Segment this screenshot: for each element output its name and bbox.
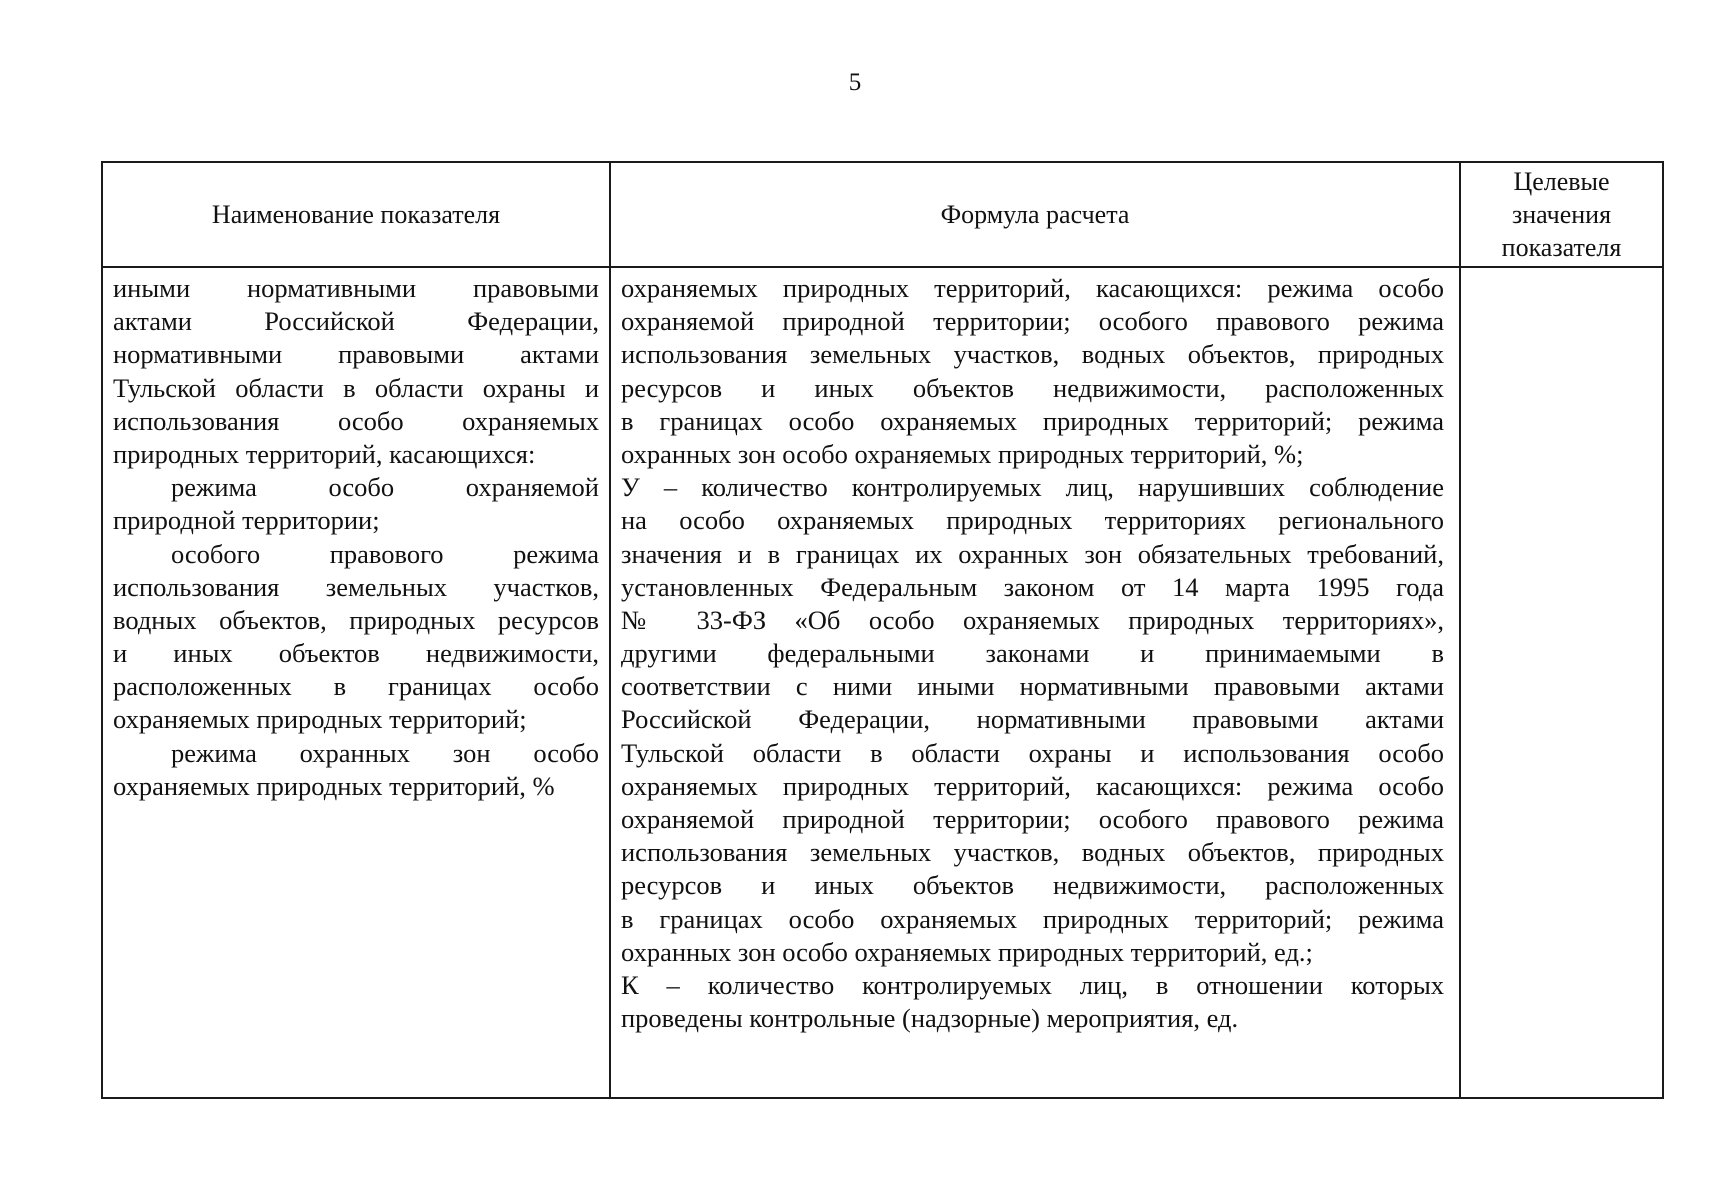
indicator-name-line: использования земельных участков, (113, 571, 599, 602)
page-number: 5 (848, 69, 862, 96)
formula-line: охраняемых природных территорий, касающихся: режима особо (621, 770, 1444, 801)
formula-line: ресурсов и иных объектов недвижимости, расположенных (621, 372, 1444, 403)
formula-line: установленных Федеральным законом от 14 марта 1995 года (621, 571, 1444, 602)
header-target-values: Целевые значения показателя (1460, 162, 1663, 267)
indicator-name-line: расположенных в границах особо (113, 671, 599, 702)
formula-line: в границах особо охраняемых природных территорий; режима (621, 903, 1444, 934)
formula-line: в границах особо охраняемых природных территорий; режима (621, 405, 1444, 436)
formula-cell (610, 267, 1460, 1098)
formula-line: на особо охраняемых природных территориях регионального (621, 505, 1444, 536)
indicator-name-line: иными нормативными правовыми (113, 273, 599, 303)
indicator-name-cell (102, 267, 610, 1098)
indicator-name-line: и иных объектов недвижимости, (113, 638, 599, 669)
formula-line: К – количество контролируемых лиц, в отношении которых (621, 969, 1444, 1000)
table-row (102, 267, 1663, 1098)
table-header-row (102, 162, 1663, 267)
indicator-name-line: водных объектов, природных ресурсов (113, 604, 599, 635)
formula-line: № 33-ФЗ «Об особо охраняемых природных территориях», (621, 604, 1444, 635)
indicator-name-line: охраняемых природных территорий, % (113, 770, 555, 801)
formula-line: охранных зон особо охраняемых природных территорий, ед.; (621, 936, 1313, 967)
target-values-cell (1460, 267, 1663, 1098)
indicator-name-line: нормативными правовыми актами (113, 339, 599, 370)
header-formula: Формула расчета (610, 162, 1460, 267)
indicator-name-line: природной территории; (113, 505, 380, 536)
formula-line: использования земельных участков, водных объектов, природных (621, 339, 1444, 370)
formula-line: соответствии с ними иными нормативными правовыми актами (621, 671, 1444, 702)
indicator-name-line: особого правового режима (171, 538, 599, 569)
formula-line: охраняемой природной территории; особого правового режима (621, 306, 1444, 337)
indicator-name-line: актами Российской Федерации, (113, 306, 599, 337)
formula-line: У – количество контролируемых лиц, нарушивших соблюдение (621, 472, 1444, 503)
formula-line: Российской Федерации, нормативными правовыми актами (621, 704, 1444, 735)
indicator-name-line: Тульской области в области охраны и (113, 372, 599, 403)
formula-line: охраняемых природных территорий, касающихся: режима особо (621, 273, 1444, 303)
formula-line: использования земельных участков, водных объектов, природных (621, 837, 1444, 868)
formula-line: значения и в границах их охранных зон обязательных требований, (621, 538, 1444, 569)
indicator-table (101, 161, 1664, 1099)
indicator-name-line: охраняемых природных территорий; (113, 704, 527, 735)
formula-line: Тульской области в области охраны и использования особо (621, 737, 1444, 768)
formula-line: охраняемой природной территории; особого правового режима (621, 804, 1444, 834)
formula-line: проведены контрольные (надзорные) мероприятия, ед. (621, 1003, 1239, 1034)
formula-line: охранных зон особо охраняемых природных территорий, %; (621, 438, 1304, 469)
header-indicator-name: Наименование показателя (102, 162, 610, 267)
indicator-name-line: режима особо охраняемой (171, 472, 599, 503)
indicator-name-line: использования особо охраняемых (113, 405, 599, 436)
indicator-name-line: природных территорий, касающихся: (113, 438, 536, 469)
formula-line: другими федеральными законами и принимаемыми в (621, 638, 1444, 669)
indicator-name-line: режима охранных зон особо (171, 737, 599, 768)
formula-line: ресурсов и иных объектов недвижимости, расположенных (621, 870, 1444, 901)
